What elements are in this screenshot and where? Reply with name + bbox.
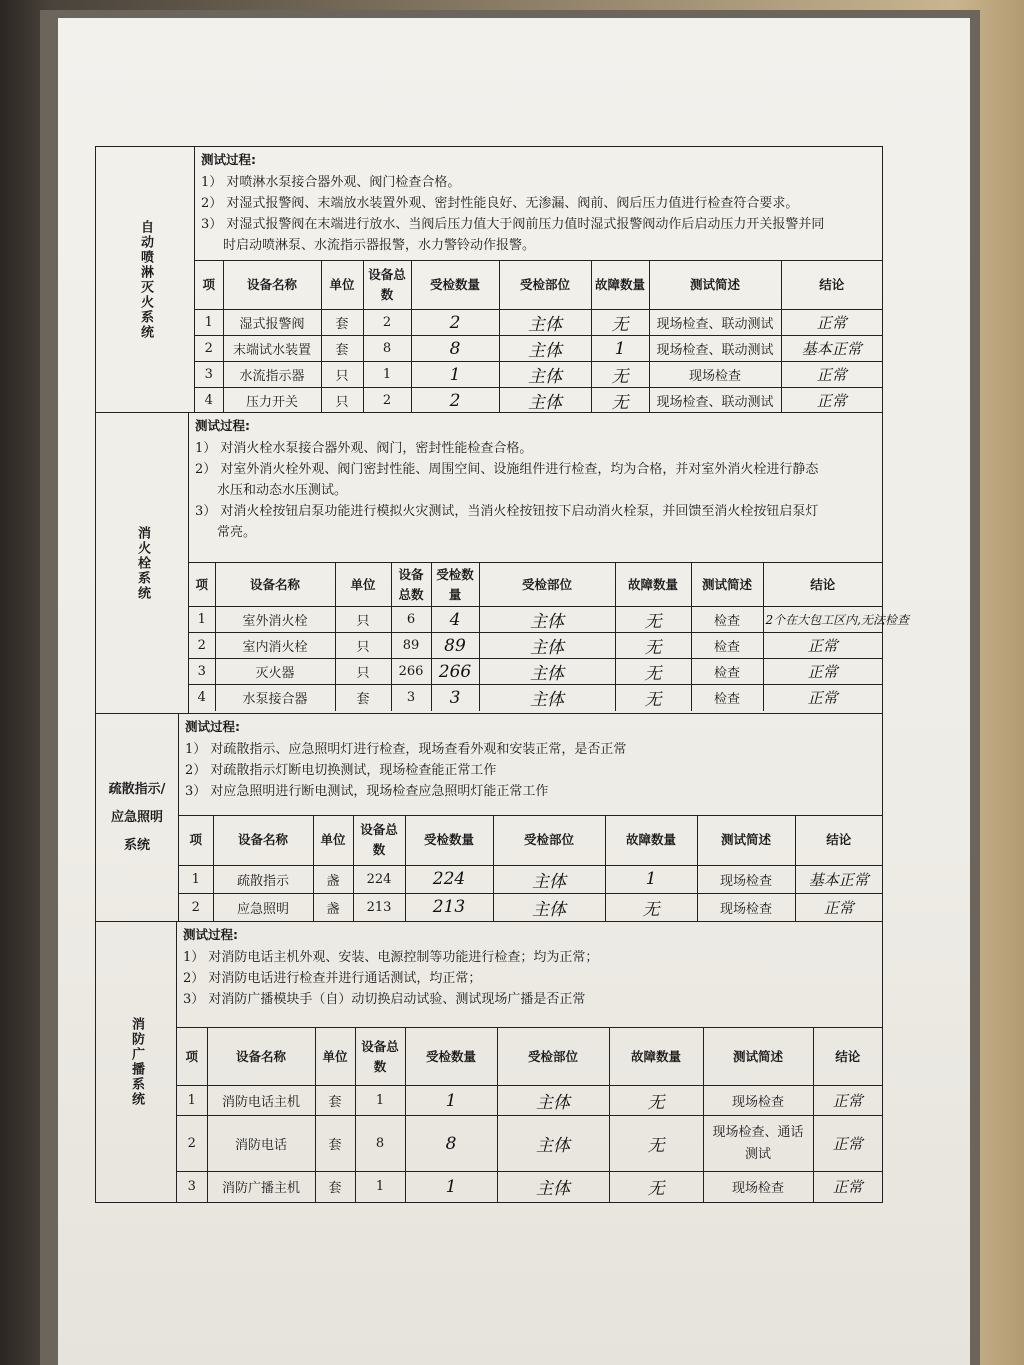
- process-title: 测试过程:: [195, 418, 250, 433]
- cell-device: 水流指示器: [223, 362, 321, 388]
- cell-test: 检查: [691, 607, 763, 633]
- section-label: [96, 714, 179, 921]
- table-row: [195, 336, 882, 362]
- section-sprinkler: [96, 147, 882, 413]
- cell-index: 1: [195, 310, 223, 336]
- col-header: 结论: [813, 1028, 882, 1086]
- cell-device: 室外消火栓: [215, 607, 335, 633]
- cell-part: 主体: [499, 388, 591, 414]
- col-header: 故障数量: [615, 563, 691, 607]
- cell-inspected: 8: [411, 336, 499, 362]
- cell-inspected: 4: [431, 607, 479, 633]
- table-header-row: [189, 563, 882, 607]
- cell-part: 主体: [499, 362, 591, 388]
- cell-device: 应急照明: [213, 893, 313, 921]
- cell-part: 主体: [499, 336, 591, 362]
- cell-conclusion: 正常: [781, 310, 882, 336]
- col-header: 设备总数: [355, 1028, 405, 1086]
- cell-test: 现场检查: [697, 865, 795, 893]
- cell-faults: 无: [591, 388, 649, 414]
- col-header: 受检部位: [497, 1028, 609, 1086]
- cell-faults: 无: [591, 310, 649, 336]
- cell-faults: 1: [605, 865, 697, 893]
- cell-total: 6: [391, 607, 431, 633]
- col-header: 项: [179, 815, 213, 865]
- process-line: 1） 对喷淋水泵接合器外观、阀门检查合格。: [201, 175, 461, 190]
- cell-inspected: 213: [405, 893, 493, 921]
- cell-test: 现场检查: [703, 1172, 813, 1202]
- col-header: 受检部位: [493, 815, 605, 865]
- col-header: 设备名称: [213, 815, 313, 865]
- section-label-text: 疏散指示/应急照明系统: [108, 781, 166, 853]
- process-title: 测试过程:: [201, 152, 256, 167]
- cell-unit: 只: [335, 633, 391, 659]
- col-header: 结论: [781, 261, 882, 310]
- test-process: [189, 413, 882, 562]
- test-process: [179, 714, 882, 815]
- cell-unit: 盏: [313, 865, 353, 893]
- col-header: 受检数量: [405, 815, 493, 865]
- cell-conclusion: 正常: [781, 388, 882, 414]
- cell-test: 现场检查: [703, 1086, 813, 1116]
- process-line: 常亮。: [217, 525, 257, 540]
- cell-total: 2: [363, 310, 411, 336]
- cell-index: 3: [177, 1172, 207, 1202]
- cell-total: 89: [391, 633, 431, 659]
- equipment-table: [179, 815, 882, 922]
- cell-index: 3: [189, 659, 215, 685]
- cell-unit: 套: [321, 310, 363, 336]
- table-row: [189, 633, 882, 659]
- process-line: 3） 对消防广播模块手（自）动切换启动试验、测试现场广播是否正常: [183, 992, 586, 1007]
- cell-unit: 套: [315, 1172, 355, 1202]
- cell-total: 1: [363, 362, 411, 388]
- cell-device: 疏散指示: [213, 865, 313, 893]
- col-header: 测试简述: [703, 1028, 813, 1086]
- col-header: 受检部位: [479, 563, 615, 607]
- equipment-table: [177, 1027, 882, 1202]
- cell-conclusion: 正常: [763, 633, 882, 659]
- cell-device: 室内消火栓: [215, 633, 335, 659]
- cell-total: 8: [363, 336, 411, 362]
- cell-inspected: 89: [431, 633, 479, 659]
- cell-index: 4: [189, 685, 215, 711]
- col-header: 项: [177, 1028, 207, 1086]
- cell-index: 1: [177, 1086, 207, 1116]
- col-header: 设备名称: [215, 563, 335, 607]
- section-label: [96, 413, 189, 713]
- cell-part: 主体: [497, 1086, 609, 1116]
- section-label-text: 自动喷淋灭火系统: [138, 219, 153, 340]
- process-line: 时启动喷淋泵、水流指示器报警，水力警铃动作报警。: [223, 238, 536, 253]
- cell-test: 现场检查、通话测试: [703, 1116, 813, 1172]
- table-row: [189, 685, 882, 711]
- col-header: 结论: [763, 563, 882, 607]
- table-row: [179, 865, 882, 893]
- cell-device: 消防电话: [207, 1116, 315, 1172]
- table-row: [177, 1172, 882, 1202]
- test-process: [195, 147, 882, 260]
- test-process: [177, 922, 882, 1027]
- col-header: 受检数量: [431, 563, 479, 607]
- cell-part: 主体: [479, 659, 615, 685]
- cell-total: 266: [391, 659, 431, 685]
- cell-device: 压力开关: [223, 388, 321, 414]
- cell-faults: 无: [609, 1172, 703, 1202]
- cell-test: 现场检查: [697, 893, 795, 921]
- cell-test: 检查: [691, 659, 763, 685]
- cell-unit: 套: [315, 1086, 355, 1116]
- col-header: 受检数量: [411, 261, 499, 310]
- table-row: [195, 388, 882, 414]
- cell-inspected: 1: [405, 1172, 497, 1202]
- cell-total: 8: [355, 1116, 405, 1172]
- cell-part: 主体: [497, 1172, 609, 1202]
- col-header: 故障数量: [609, 1028, 703, 1086]
- process-line: 2） 对湿式报警阀、末端放水装置外观、密封性能良好、无渗漏、阀前、阀后压力值进行检查符合要求。: [201, 196, 799, 211]
- table-row: [189, 607, 882, 633]
- table-header-row: [179, 815, 882, 865]
- section-label: [96, 922, 177, 1202]
- cell-device: 消防电话主机: [207, 1086, 315, 1116]
- cell-inspected: 8: [405, 1116, 497, 1172]
- cell-faults: 无: [605, 893, 697, 921]
- table-row: [189, 659, 882, 685]
- cell-unit: 只: [321, 388, 363, 414]
- cell-test: 检查: [691, 633, 763, 659]
- process-line: 2） 对疏散指示灯断电切换测试，现场检查能正常工作: [185, 763, 497, 778]
- col-header: 单位: [315, 1028, 355, 1086]
- cell-total: 2: [363, 388, 411, 414]
- table-row: [177, 1116, 882, 1172]
- cell-inspected: 1: [405, 1086, 497, 1116]
- section-label-text: 消防广播系统: [129, 1017, 144, 1107]
- cell-device: 灭火器: [215, 659, 335, 685]
- cell-total: 1: [355, 1086, 405, 1116]
- section-hydrant: [96, 413, 909, 714]
- cell-index: 3: [195, 362, 223, 388]
- cell-device: 末端试水装置: [223, 336, 321, 362]
- cell-index: 2: [177, 1116, 207, 1172]
- table-row: [177, 1086, 882, 1116]
- col-header: 设备总数: [353, 815, 405, 865]
- col-header: 测试简述: [649, 261, 781, 310]
- cell-test: 现场检查、联动测试: [649, 336, 781, 362]
- process-line: 3） 对消火栓按钮启泵功能进行模拟火灾测试，当消火栓按钮按下启动消火栓泵，并回馈至消火栓按钮启泵灯: [195, 504, 819, 519]
- cell-part: 主体: [497, 1116, 609, 1172]
- col-header: 故障数量: [605, 815, 697, 865]
- cell-test: 现场检查、联动测试: [649, 310, 781, 336]
- col-header: 测试简述: [691, 563, 763, 607]
- col-header: 单位: [313, 815, 353, 865]
- process-line: 3） 对湿式报警阀在末端进行放水、当阀后压力值大于阀前压力值时湿式报警阀动作后启动压力开关报警并同: [201, 217, 825, 232]
- col-header: 设备总数: [391, 563, 431, 607]
- cell-inspected: 224: [405, 865, 493, 893]
- cell-unit: 盏: [313, 893, 353, 921]
- process-title: 测试过程:: [183, 927, 238, 942]
- cell-conclusion: 正常: [763, 685, 882, 711]
- table-header-row: [177, 1028, 882, 1086]
- cell-part: 主体: [479, 633, 615, 659]
- cell-test: 现场检查: [649, 362, 781, 388]
- process-line: 1） 对消防电话主机外观、安装、电源控制等功能进行检查；均为正常；: [183, 950, 599, 965]
- cell-part: 主体: [493, 893, 605, 921]
- cell-conclusion: 正常: [781, 362, 882, 388]
- cell-conclusion: 2个在大包工区内,无法检查: [763, 607, 882, 633]
- cell-index: 1: [189, 607, 215, 633]
- cell-inspected: 2: [411, 388, 499, 414]
- cell-inspected: 3: [431, 685, 479, 711]
- cell-faults: 无: [609, 1086, 703, 1116]
- col-header: 测试简述: [697, 815, 795, 865]
- col-header: 故障数量: [591, 261, 649, 310]
- cell-part: 主体: [479, 685, 615, 711]
- col-header: 单位: [335, 563, 391, 607]
- cell-unit: 只: [335, 659, 391, 685]
- process-line: 3） 对应急照明进行断电测试，现场检查应急照明灯能正常工作: [185, 784, 549, 799]
- cell-unit: 只: [335, 607, 391, 633]
- col-header: 单位: [321, 261, 363, 310]
- section-label: [96, 147, 195, 412]
- col-header: 项: [189, 563, 215, 607]
- col-header: 项: [195, 261, 223, 310]
- cell-inspected: 1: [411, 362, 499, 388]
- process-line: 1） 对消火栓水泵接合器外观、阀门，密封性能检查合格。: [195, 441, 533, 456]
- cell-faults: 无: [615, 607, 691, 633]
- cell-conclusion: 正常: [813, 1086, 882, 1116]
- col-header: 受检部位: [499, 261, 591, 310]
- cell-part: 主体: [479, 607, 615, 633]
- cell-index: 2: [189, 633, 215, 659]
- col-header: 设备名称: [223, 261, 321, 310]
- process-line: 2） 对消防电话进行检查并进行通话测试，均正常；: [183, 971, 482, 986]
- cell-index: 2: [195, 336, 223, 362]
- table-row: [195, 310, 882, 336]
- cell-unit: 套: [335, 685, 391, 711]
- cell-total: 3: [391, 685, 431, 711]
- equipment-table: [189, 562, 909, 711]
- cell-index: 2: [179, 893, 213, 921]
- process-line: 1） 对疏散指示、应急照明灯进行检查，现场查看外观和安装正常，是否正常: [185, 742, 627, 757]
- cell-faults: 无: [615, 685, 691, 711]
- cell-unit: 套: [315, 1116, 355, 1172]
- cell-inspected: 2: [411, 310, 499, 336]
- table-row: [179, 893, 882, 921]
- cell-faults: 无: [609, 1116, 703, 1172]
- cell-index: 4: [195, 388, 223, 414]
- cell-unit: 只: [321, 362, 363, 388]
- cell-conclusion: 正常: [795, 893, 882, 921]
- cell-part: 主体: [493, 865, 605, 893]
- cell-inspected: 266: [431, 659, 479, 685]
- process-title: 测试过程:: [185, 719, 240, 734]
- cell-conclusion: 正常: [813, 1116, 882, 1172]
- cell-faults: 无: [615, 659, 691, 685]
- cell-index: 1: [179, 865, 213, 893]
- cell-test: 检查: [691, 685, 763, 711]
- cell-conclusion: 基本正常: [795, 865, 882, 893]
- cell-faults: 无: [591, 362, 649, 388]
- col-header: 设备总数: [363, 261, 411, 310]
- cell-device: 消防广播主机: [207, 1172, 315, 1202]
- cell-conclusion: 基本正常: [781, 336, 882, 362]
- table-header-row: [195, 261, 882, 310]
- table-row: [195, 362, 882, 388]
- section-label-text: 消火栓系统: [135, 525, 150, 601]
- cell-faults: 无: [615, 633, 691, 659]
- cell-total: 1: [355, 1172, 405, 1202]
- col-header: 受检数量: [405, 1028, 497, 1086]
- cell-conclusion: 正常: [763, 659, 882, 685]
- cell-device: 水泵接合器: [215, 685, 335, 711]
- col-header: 结论: [795, 815, 882, 865]
- cell-faults: 1: [591, 336, 649, 362]
- process-line: 水压和动态水压测试。: [217, 483, 348, 498]
- col-header: 设备名称: [207, 1028, 315, 1086]
- cell-total: 213: [353, 893, 405, 921]
- equipment-table: [195, 260, 882, 413]
- cell-unit: 套: [321, 336, 363, 362]
- cell-conclusion: 正常: [813, 1172, 882, 1202]
- cell-part: 主体: [499, 310, 591, 336]
- section-evacuation: [96, 714, 882, 922]
- cell-test: 现场检查、联动测试: [649, 388, 781, 414]
- process-line: 2） 对室外消火栓外观、阀门密封性能、周围空间、设施组件进行检查，均为合格，并对室外消火栓进行静态: [195, 462, 819, 477]
- inspection-form: [95, 146, 909, 1203]
- section-broadcast: [96, 922, 882, 1202]
- cell-device: 湿式报警阀: [223, 310, 321, 336]
- cell-total: 224: [353, 865, 405, 893]
